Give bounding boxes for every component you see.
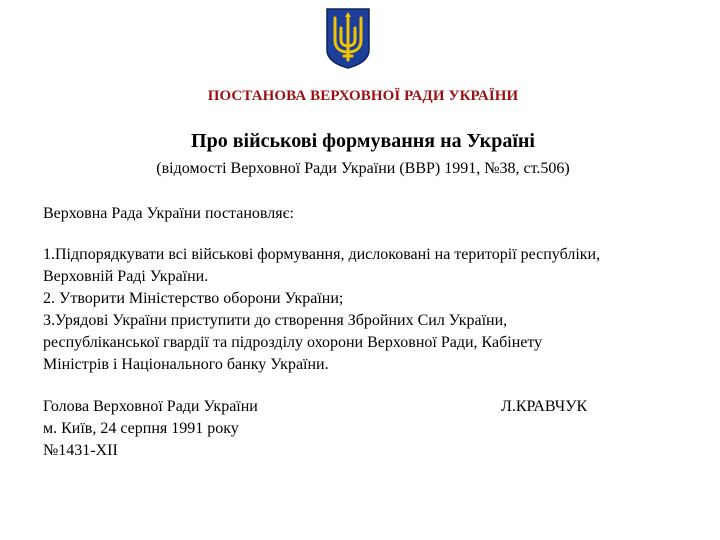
clause-3-line-2: республіканської гвардії та підрозділу охорони Верховної Ради, Кабінету — [43, 334, 543, 351]
clauses-list — [43, 244, 693, 376]
preamble: Верховна Рада України постановляє: — [43, 205, 294, 222]
emblem — [324, 6, 372, 70]
document-number: №1431-XII — [43, 442, 118, 459]
signature-block — [43, 396, 693, 462]
clause-1-line-1: 1.Підпорядкувати всі військові формування, дислоковані на території республіки, — [43, 246, 601, 263]
resolution-header: ПОСТАНОВА ВЕРХОВНОЇ РАДИ УКРАЇНИ — [207, 88, 519, 104]
document-source: (відомості Верховної Ради України (ВВР) 1991, №38, ст.506) — [156, 160, 570, 177]
clause-1-line-2: Верховній Раді України. — [43, 268, 209, 285]
signer-position: Голова Верховної Ради України — [43, 398, 258, 415]
document-title: Про військові формування на Україні — [191, 130, 535, 152]
clause-2-line-1: 2. Утворити Міністерство оборони України; — [43, 290, 344, 307]
place-date: м. Київ, 24 серпня 1991 року — [43, 420, 239, 437]
trident-emblem-icon — [324, 6, 372, 70]
clause-3-line-3: Міністрів і Національного банку України. — [43, 356, 329, 373]
signer-name: Л.КРАВЧУК — [501, 398, 588, 415]
clause-3-line-1: 3.Урядові України приступити до створення Збройних Сил України, — [43, 312, 508, 329]
